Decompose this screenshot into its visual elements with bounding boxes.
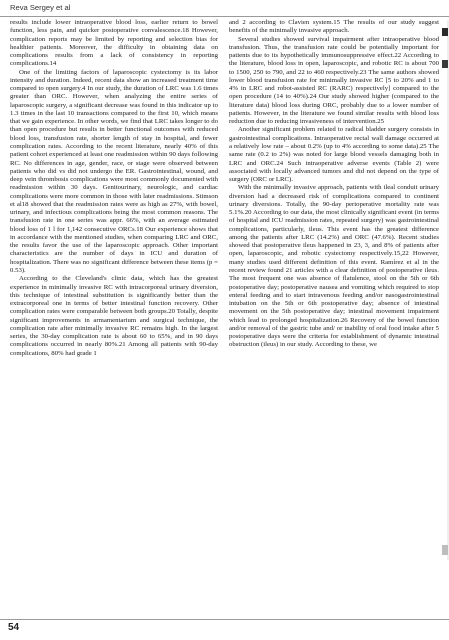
left-column: [10, 19, 218, 358]
paragraph: According to the Cleveland's clinic data, which has the greatest experience in minimally invasive RC with intracorporeal urinary diversion, this technique of intestinal substitution is significantly better than the extracorporeal one in terms of better intestinal function recovery. Other complication rates were comparable between both groups.20 Totally, despite significant improvements in armamentarium and surgical technique, the complication rate after minimally invasive RC remains high. In the largest series, the 30-day complication rate is about 60 to 65%, and in 90 days complications occurred in nearly 80%.21 Among all patients with 90-day complications, 80% had grade 1: [10, 275, 218, 357]
header-rule: [0, 16, 449, 17]
running-header: Reva Sergey et al: [10, 3, 71, 12]
edge-tab-marker: [442, 60, 448, 68]
paragraph: Another significant problem related to radical bladder surgery consists in gastrointestinal complications. Intraoperative rectal wall damage occurred at a relatively low rate – about 0.2% (up to 4% according to some data).25 The same rate (0.2 to 2%) was noted for large blood vessels damaging both in LRC and ORC.24 Such intraoperative adverse events (Table 2) were associated with locally advanced tumors and did not depend on the type of surgery (ORC or LRC).: [229, 126, 439, 184]
paragraph: Several studies showed survival impairment after intraoperative blood transfusion. Thus, the transfusion rate could be potentially important for patients due to its hypothetically immunosuppressive effect.22 According to the literature, blood loss in open, laparoscopic, and robotic RC is about 700 to 1500, 250 to 790, and 22 to 460 respectively.23 The same authors showed lower blood transfusion rate for minimally invasive RC [5 to 20% and 1 to 4% in LRC and robot-assisted RC (RARC) respectively] compared to the open procedure (14 to 40%).24 Our study showed higher (compared to the literature data) blood loss during ORC, probably due to a lower number of patients. However, in the literature we found similar results with blood loss reduction due to reducing invasiveness of intervention.25: [229, 35, 439, 126]
footer-rule: [0, 619, 449, 620]
paragraph: and 2 according to Clavien system.15 The results of our study suggest benefits of the minimally invasive approach.: [229, 19, 439, 35]
edge-tab-marker: [442, 545, 448, 555]
right-column: [229, 19, 439, 350]
edge-tab-marker: [442, 28, 448, 36]
paragraph: results include lower intraoperative blood loss, earlier return to bowel function, less pain, and quicker postoperative convalescence.18 However, complication reports may be limited by reporting and selection bias for healthier patients. Moreover, the difficulty in obtaining data on complications results from a lack of consistency in reporting complications.14: [10, 19, 218, 68]
paragraph: With the minimally invasive approach, patients with ileal conduit urinary diversion had a decreased risk of complications compared to continent urinary diversions. Totally, the 90-day perioperative mortality rate was 5.1%.20 According to our data, the most clinically significant event (in terms of hospital and ICU readmission rates, repeated surgery) was gastrointestinal complications, particularly, ileus. This event has the greatest difference among the patients after LRC (14.2%) and ORC (47.6%). Recent studies showed that postoperative ileus happened in 23, 3, and 8% of patients after open, laparoscopic, and robotic cystectomy respectively.15,22 However, many studies used different definition of this event. Ramírez et al in the recent review found 21 articles with a clear definition of postoperative ileus. The most frequent one was absence of flatulence, stool on the 5th or 6th postoperative day; postoperative nausea and vomiting which required to stop enteral feeding and to start intravenous feeding and/or nasogastrointestinal intubation on the 5th or 6th postoperative day; absence of intestinal movement on the 5th postoperative day; intestinal movement impairment which lead to prolonged hospitalization.26 Recovery of the bowel function and/or removal of the gastric tube and/ or inability of oral food intake after 5 postoperative days were the criteria for establishment of dynamic intestinal obstruction (ileus) in our study. According to these, we: [229, 184, 439, 349]
page-number: 54: [8, 622, 20, 633]
paragraph: One of the limiting factors of laparoscopic cystectomy is its labor intensity and duration. Indeed, recent data show an increased treatment time compared to open surgery.4 In our study, the duration of LRC was 1.6 times greater than ORC. However, when analyzing the entire series of laparoscopic surgery, a significant decrease was found in this indicator up to 1.3 times in the last 10 transactions compared to the first 10, which means that we gain experience. In other words, we find that LRC takes longer to do than open procedure but results in better functional outcomes with reduced blood loss, transfusion rate, shorter length of stay in hospital, and fewer complication rates. According to the recent literature, nearly 40% of this patient cohort experienced at least one readmission within 90 days following RC. No differences in age, gender, race, or stage were observed between patients who did vs did not undergo the ER. Gastrointestinal, wound, and deep vein thrombosis complications were most commonly documented with readmission within 30 days. Genitourinary, neurologic, and cardiac complications were more common in those with later readmissions. Stimson et al18 showed that the readmission rates were as high as 27%, with bowel, urinary, and infectious complications being the most common reasons. The transfusion rate in one series was appr. 66%, with an average estimated blood loss of 1 l for 1,142 consecutive ORCs.18 Our experience shows that in accordance with the mentioned studies, when comparing LRC and ORC, the results favor the use of the laparoscopic approach. Other important characteristics are the number of days in ICU and duration of hospitalization. There was no significant difference between these items (p = 0.53).: [10, 68, 218, 274]
